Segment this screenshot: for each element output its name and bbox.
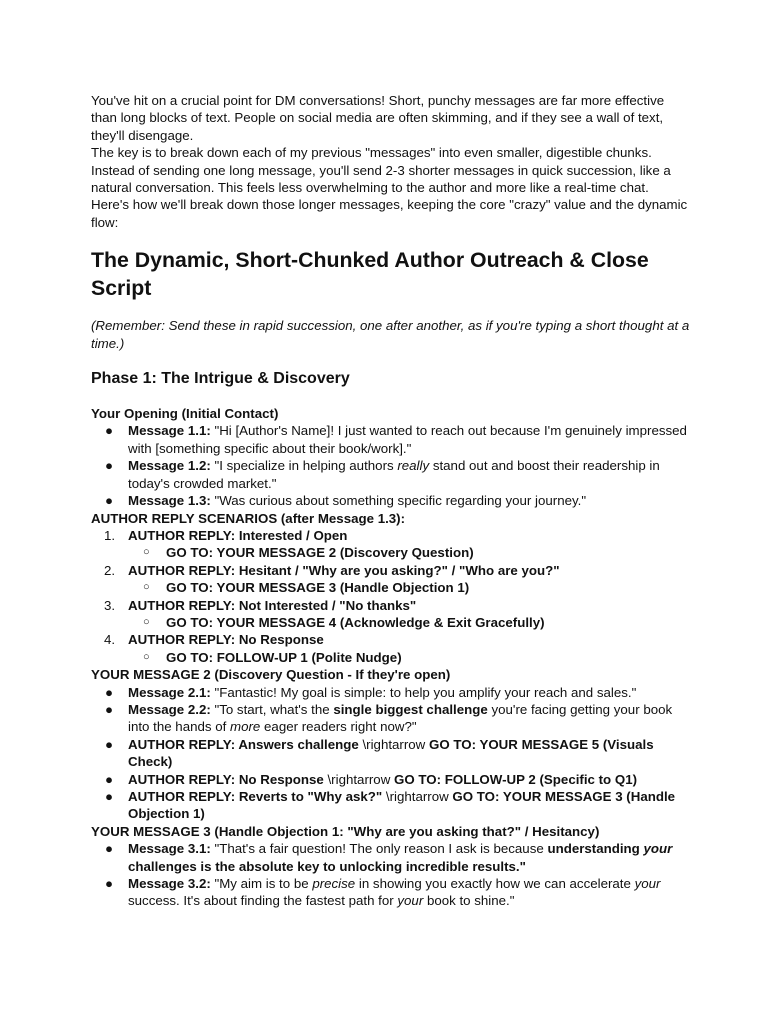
goto-text: GO TO: YOUR MESSAGE 3 (Handle Objection 1)	[128, 789, 676, 822]
circle-marker: ○	[143, 650, 150, 663]
message-text: "Hi [Author's Name]! I just wanted to reach out because I'm genuinely impressed with [something specific about their book/work]."	[128, 423, 687, 456]
bullet-marker: ●	[105, 789, 114, 804]
scenario-label: AUTHOR REPLY: No Response	[128, 632, 324, 648]
emphasis: more	[230, 719, 261, 735]
goto-text: GO TO: FOLLOW-UP 1 (Polite Nudge)	[166, 649, 402, 665]
bullet-marker: ●	[105, 771, 114, 787]
scenario-goto	[91, 544, 691, 561]
reply-reverts	[91, 788, 691, 823]
message-label: Message 3.1:	[128, 841, 211, 857]
message-3-2	[91, 875, 691, 910]
message-3-1	[91, 840, 691, 875]
message-label: Message 1.1:	[128, 423, 211, 439]
message-text: "Was curious about something specific regarding your journey."	[210, 493, 587, 509]
message-1-3	[91, 492, 691, 509]
message-text: stand out and boost their readership in today's crowded market."	[128, 458, 660, 491]
scenario-goto	[91, 579, 691, 596]
goto-text: GO TO: YOUR MESSAGE 3 (Handle Objection 1)	[166, 580, 470, 596]
reply-label: AUTHOR REPLY: No Response	[128, 771, 324, 787]
goto-text: GO TO: FOLLOW-UP 2 (Specific to Q1)	[394, 771, 638, 787]
message-3-section	[91, 823, 691, 910]
scenario-goto	[91, 649, 691, 666]
document-page	[91, 92, 691, 910]
reply-label: AUTHOR REPLY: Answers challenge	[128, 736, 359, 752]
emphasis: your	[643, 841, 673, 857]
emphasis-bold-text: challenges is the absolute key to unlocking incredible results."	[128, 858, 526, 874]
goto-text: GO TO: YOUR MESSAGE 2 (Discovery Question)	[166, 545, 474, 561]
reply-no-response	[91, 771, 691, 788]
circle-marker: ○	[143, 581, 150, 594]
circle-marker: ○	[143, 615, 150, 628]
emphasis-bold-text: understanding	[547, 841, 640, 857]
message-3-heading: YOUR MESSAGE 3 (Handle Objection 1: "Why are you asking that?" / Hesitancy)	[91, 823, 600, 839]
scenario-item	[91, 631, 691, 648]
opening-messages-list	[91, 422, 691, 509]
scenarios-list	[91, 527, 691, 666]
arrow-text: \rightarrow	[382, 789, 453, 804]
message-3-list	[91, 840, 691, 910]
message-text: "My aim is to be	[210, 876, 313, 892]
message-label: Message 3.2:	[128, 876, 211, 892]
intro-paragraph-1: You've hit on a crucial point for DM conversations! Short, punchy messages are far more effective than long blocks of text. People on social media are often skimming, and if they see a wall of text, they'll disengage.	[91, 93, 665, 143]
message-2-1	[91, 684, 691, 701]
circle-marker: ○	[143, 546, 150, 559]
list-number: 4.	[104, 632, 116, 648]
message-label: Message 1.2:	[128, 458, 211, 474]
document-title: The Dynamic, Short-Chunked Author Outreach & Close Script	[91, 248, 649, 301]
scenario-label: AUTHOR REPLY: Hesitant / "Why are you asking?" / "Who are you?"	[128, 562, 560, 578]
message-2-list	[91, 684, 691, 823]
message-2-2	[91, 701, 691, 736]
goto-text: GO TO: YOUR MESSAGE 4 (Acknowledge & Exit Gracefully)	[166, 614, 545, 630]
message-text: you're facing getting your book into the hands of	[128, 701, 673, 735]
scenario-goto	[91, 614, 691, 631]
message-text: success. It's about finding the fastest path for	[128, 893, 398, 909]
emphasis-bold: single biggest challenge	[333, 701, 488, 717]
reply-answers-challenge	[91, 736, 691, 771]
message-label: Message 2.2:	[128, 701, 211, 717]
list-number: 3.	[104, 597, 116, 613]
bullet-marker: ●	[105, 684, 114, 700]
arrow-text: \rightarrow	[323, 771, 394, 787]
opening-section	[91, 405, 691, 509]
bullet-marker: ●	[105, 876, 114, 892]
message-text: "That's a fair question! The only reason I ask is because	[210, 841, 548, 857]
goto-text: GO TO: YOUR MESSAGE 5 (Visuals Check)	[128, 736, 654, 770]
list-number: 1.	[104, 527, 116, 543]
bullet-marker: ●	[105, 841, 114, 857]
bullet-marker: ●	[105, 736, 114, 752]
message-label: Message 1.3:	[128, 493, 211, 509]
bullet-marker: ●	[105, 423, 114, 439]
message-label: Message 2.1:	[128, 684, 211, 700]
emphasis: your	[397, 893, 424, 909]
scenario-label: AUTHOR REPLY: Interested / Open	[128, 527, 348, 543]
message-text: "To start, what's the	[210, 701, 334, 717]
message-1-2	[91, 457, 691, 492]
reply-label: AUTHOR REPLY: Reverts to "Why ask?"	[128, 789, 383, 804]
emphasis: your	[634, 876, 661, 892]
list-number: 2.	[104, 562, 116, 578]
intro-paragraph-2: The key is to break down each of my previous "messages" into even smaller, digestible chunks. Instead of sending one long message, you'll send 2-3 shorter messages in quick succession, like a natural conversation. This feels less overwhelming to the author and more like a real-time chat.	[91, 145, 671, 196]
message-2-heading: YOUR MESSAGE 2 (Discovery Question - If they're open)	[91, 667, 451, 683]
reminder-note: (Remember: Send these in rapid succession, one after another, as if you're typing a short thought at a time.)	[91, 318, 690, 351]
emphasis: precise	[312, 876, 356, 892]
intro-paragraph-3: Here's how we'll break down those longer messages, keeping the core "crazy" value and the dynamic flow:	[91, 197, 688, 230]
message-text: in showing you exactly how we can accelerate	[355, 876, 635, 892]
scenarios-section	[91, 510, 691, 667]
message-text: "I specialize in helping authors	[210, 458, 398, 474]
message-text: "Fantastic! My goal is simple: to help you amplify your reach and sales."	[210, 684, 637, 700]
scenario-item	[91, 527, 691, 544]
message-1-1	[91, 422, 691, 457]
bullet-marker: ●	[105, 458, 114, 474]
message-2-section	[91, 666, 691, 823]
bullet-marker: ●	[105, 701, 114, 717]
scenario-item	[91, 562, 691, 579]
message-text: eager readers right now?"	[260, 719, 417, 735]
opening-heading: Your Opening (Initial Contact)	[91, 406, 279, 422]
scenario-label: AUTHOR REPLY: Not Interested / "No thanks"	[128, 597, 417, 613]
arrow-text: \rightarrow	[358, 736, 429, 752]
emphasis: really	[397, 458, 430, 474]
message-text: book to shine."	[423, 893, 515, 909]
scenario-item	[91, 597, 691, 614]
scenarios-heading: AUTHOR REPLY SCENARIOS (after Message 1.3):	[91, 510, 406, 526]
phase-1-heading: Phase 1: The Intrigue & Discovery	[91, 370, 350, 388]
bullet-marker: ●	[105, 493, 114, 509]
